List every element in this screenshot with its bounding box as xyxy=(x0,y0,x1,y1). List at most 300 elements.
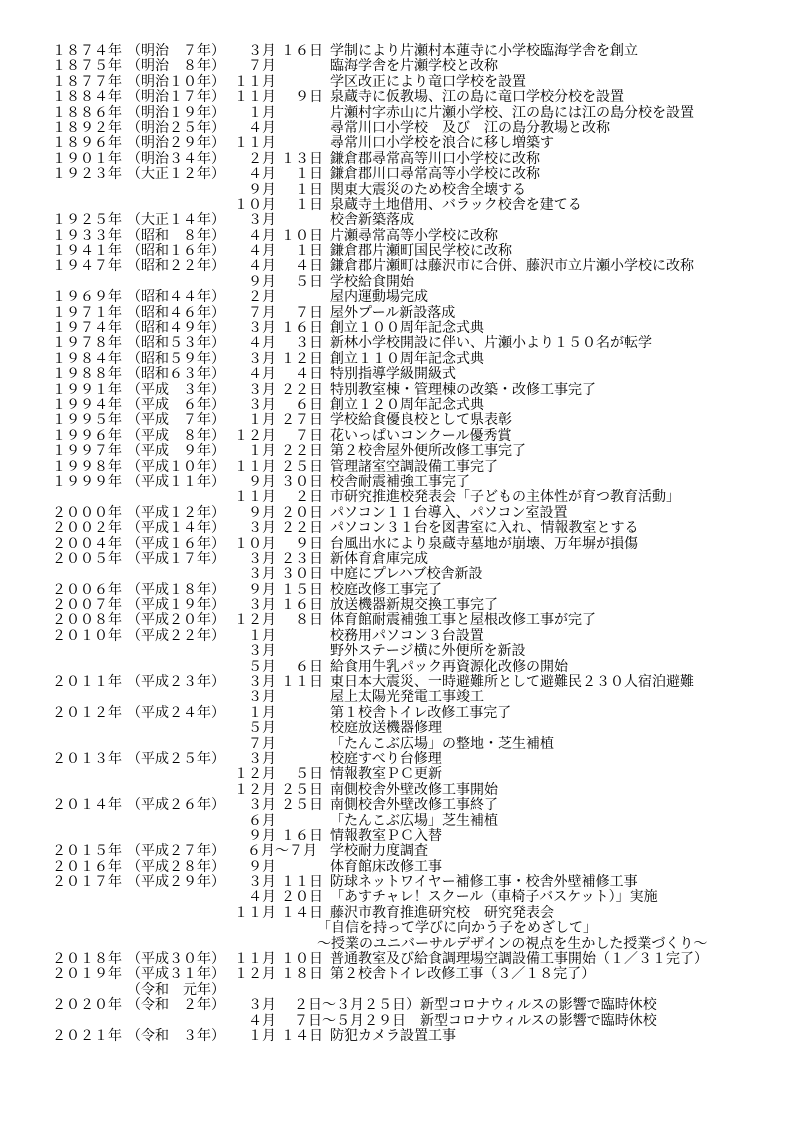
timeline-row xyxy=(0,967,794,982)
day-cell: ３日 xyxy=(295,335,323,352)
month-cell: １１月 xyxy=(234,904,276,921)
day-cell: ２７日 xyxy=(281,412,323,429)
event-text: 鎌倉郡片瀬町国民学校に改称 xyxy=(330,243,512,260)
timeline-row xyxy=(0,890,794,905)
month-cell: １月 xyxy=(248,627,276,644)
timeline-row xyxy=(0,660,794,675)
month-cell: ３月 xyxy=(248,550,276,567)
timeline-row xyxy=(0,783,794,798)
event-text: 新型コロナウィルスの影響で臨時休校 xyxy=(406,1012,657,1029)
event-text: パソコン３１台を図書室に入れ、情報教室とする xyxy=(330,520,639,537)
month-cell: ３月 xyxy=(248,597,276,614)
year-cell: １８９２年 xyxy=(52,119,122,136)
year-cell: ２０２０年 xyxy=(52,997,122,1014)
era-cell: （昭和４４年） xyxy=(127,289,225,306)
era-cell: （平成１２年） xyxy=(127,504,225,521)
date-range: ７日～５月２９日 xyxy=(294,1012,406,1029)
month-cell: ５月 xyxy=(248,720,276,737)
year-cell: ２０１６年 xyxy=(52,858,122,875)
day-cell: ２日 xyxy=(295,489,323,506)
month-cell: ５月 xyxy=(248,658,276,675)
month-cell: １２月 xyxy=(234,766,276,783)
month-cell: ３月 xyxy=(248,320,276,337)
event-text: 第２校舎屋外便所改修工事完了 xyxy=(330,443,526,460)
day-cell: ９日 xyxy=(295,89,323,106)
month-cell: ９月 xyxy=(248,858,276,875)
event-text: 屋内運動場完成 xyxy=(330,289,428,306)
timeline-row xyxy=(0,152,794,167)
month-cell: １１月 xyxy=(234,73,276,90)
month-cell: １２月 xyxy=(234,427,276,444)
era-cell: （平成３１年） xyxy=(127,966,225,983)
year-cell: １９９７年 xyxy=(52,443,122,460)
timeline-row xyxy=(0,537,794,552)
era-cell: （平成 ３年） xyxy=(127,381,225,398)
year-cell: １９２３年 xyxy=(52,166,122,183)
year-cell: １９９９年 xyxy=(52,473,122,490)
event-text: 藤沢市教育推進研究校 研究発表会 xyxy=(330,904,554,921)
era-cell: （昭和２２年） xyxy=(127,258,225,275)
day-cell: ２０日 xyxy=(281,889,323,906)
timeline-row xyxy=(0,290,794,305)
era-cell: （平成２４年） xyxy=(127,704,225,721)
event-text: 泉蔵寺に仮教場、江の島に竜口学校分校を設置 xyxy=(330,89,624,106)
era-cell: （平成１９年） xyxy=(127,597,225,614)
year-cell: ２００４年 xyxy=(52,535,122,552)
month-cell: ７月 xyxy=(248,304,276,321)
era-cell: （明治１７年） xyxy=(127,89,225,106)
month-cell: １１月 xyxy=(234,89,276,106)
day-cell: ２０日 xyxy=(281,504,323,521)
day-cell: ５日 xyxy=(295,766,323,783)
event-text: 体育館耐震補強工事と屋根改修工事が完了 xyxy=(330,612,596,629)
timeline-row xyxy=(0,106,794,121)
timeline-row xyxy=(0,860,794,875)
timeline-row xyxy=(0,937,794,952)
day-cell: ４日 xyxy=(295,366,323,383)
day-cell: ６日 xyxy=(295,396,323,413)
timeline-row xyxy=(0,921,794,936)
event-text: 尋常川口小学校 及び 江の島分教場と改称 xyxy=(330,119,610,136)
day-cell: １３日 xyxy=(281,150,323,167)
event-text: パソコン１１台導入、パソコン室設置 xyxy=(330,504,568,521)
month-cell: １１月 xyxy=(234,135,276,152)
month-cell: ３月 xyxy=(248,566,276,583)
day-cell: １０日 xyxy=(281,951,323,968)
event-text: 防球ネットワイヤー補修工事・校舎外壁補修工事 xyxy=(330,874,638,891)
day-cell: １２日 xyxy=(281,350,323,367)
timeline-row xyxy=(0,460,794,475)
era-cell: （平成２５年） xyxy=(127,750,225,767)
timeline-row xyxy=(0,429,794,444)
month-cell: ３月 xyxy=(248,997,276,1014)
month-cell: ４月 xyxy=(248,258,276,275)
month-cell: ３月 xyxy=(248,212,276,229)
event-text: 学制により片瀬村本蓮寺に小学校臨海学舎を創立 xyxy=(330,43,638,59)
era-cell: （昭和１６年） xyxy=(127,243,225,260)
year-cell: ２０００年 xyxy=(52,504,122,521)
year-cell: ２００７年 xyxy=(52,597,122,614)
event-text: 鎌倉郡片瀬町は藤沢市に合併、藤沢市立片瀬小学校に改称 xyxy=(330,258,694,275)
day-cell: ２３日 xyxy=(281,550,323,567)
day-cell: １６日 xyxy=(281,597,323,614)
month-cell: ３月 xyxy=(248,674,276,691)
month-cell: ９月 xyxy=(248,181,276,198)
event-text: 校舎新築落成 xyxy=(330,212,414,229)
day-cell: ８日 xyxy=(295,612,323,629)
day-cell: ２２日 xyxy=(281,443,323,460)
year-cell: １９９６年 xyxy=(52,427,122,444)
month-cell: ３月 xyxy=(248,643,276,660)
timeline-row xyxy=(0,644,794,659)
event-text: 「たんこぶ広場」の整地・芝生補植 xyxy=(330,735,554,752)
event-text: 創立１１０周年記念式典 xyxy=(330,350,484,367)
era-cell: （平成 ７年） xyxy=(127,412,225,429)
timeline-row xyxy=(0,567,794,582)
month-cell: ２月 xyxy=(248,289,276,306)
timeline-row xyxy=(0,352,794,367)
event-text: 南側校舎外壁改修工事終了 xyxy=(330,797,498,814)
year-cell: １９７８年 xyxy=(52,335,122,352)
day-cell: ７日 xyxy=(295,427,323,444)
day-cell: １４日 xyxy=(281,1028,323,1044)
month-cell: １月 xyxy=(248,1028,276,1044)
timeline-row xyxy=(0,998,794,1013)
day-cell: ９日 xyxy=(295,535,323,552)
year-cell: １８９６年 xyxy=(52,135,122,152)
month-cell: ３月 xyxy=(248,750,276,767)
year-cell: ２０１８年 xyxy=(52,951,122,968)
era-cell: （令和 元年） xyxy=(127,981,225,998)
era-cell: （平成２３年） xyxy=(127,674,225,691)
year-cell: １９２５年 xyxy=(52,212,122,229)
day-cell: １日 xyxy=(295,243,323,260)
month-cell: ４月 xyxy=(248,889,276,906)
timeline-row xyxy=(0,829,794,844)
era-cell: （平成３０年） xyxy=(127,951,225,968)
year-cell: ２００５年 xyxy=(52,550,122,567)
timeline-row xyxy=(0,629,794,644)
continuation-text: 「自信を持って学びに向かう子をめざして」 xyxy=(317,920,597,937)
era-cell: （昭和４６年） xyxy=(127,304,225,321)
month-cell: ４月 xyxy=(248,243,276,260)
era-cell: （昭和４９年） xyxy=(127,320,225,337)
event-text: 関東大震災のため校舎全壊する xyxy=(330,181,526,198)
timeline-row xyxy=(0,721,794,736)
year-cell: １８８４年 xyxy=(52,89,122,106)
day-cell: ２５日 xyxy=(281,781,323,798)
year-cell: １９７１年 xyxy=(52,304,122,321)
month-cell: ３月 xyxy=(248,350,276,367)
day-cell: １１日 xyxy=(281,874,323,891)
timeline-row xyxy=(0,167,794,182)
era-cell: （令和 ３年） xyxy=(127,1028,225,1044)
era-cell: （平成１１年） xyxy=(127,473,225,490)
year-cell: ２０１０年 xyxy=(52,627,122,644)
era-cell: （昭和 ８年） xyxy=(127,227,225,244)
date-range-line xyxy=(294,998,657,1013)
month-cell: ４月 xyxy=(248,366,276,383)
timeline-row xyxy=(0,198,794,213)
year-cell: １９４１年 xyxy=(52,243,122,260)
month-cell: ９月 xyxy=(248,504,276,521)
day-cell: ３０日 xyxy=(281,566,323,583)
day-cell: １６日 xyxy=(281,827,323,844)
timeline-row xyxy=(0,706,794,721)
event-text: 創立１２０周年記念式典 xyxy=(330,396,484,413)
era-cell: （明治１９年） xyxy=(127,104,225,121)
timeline-row xyxy=(0,259,794,274)
year-cell: １８７４年 xyxy=(52,43,122,59)
timeline-row xyxy=(0,383,794,398)
day-cell: １１日 xyxy=(281,674,323,691)
event-text: 泉蔵寺土地借用、バラック校舎を建てる xyxy=(330,196,582,213)
year-cell: ２００２年 xyxy=(52,520,122,537)
event-text: 学校耐力度調査 xyxy=(330,843,428,860)
era-cell: （明治３４年） xyxy=(127,150,225,167)
event-text: 創立１００周年記念式典 xyxy=(330,320,484,337)
timeline-row xyxy=(0,183,794,198)
event-text: 「あすチャレ！スクール（車椅子バスケット）」実施 xyxy=(330,889,658,906)
day-cell: １６日 xyxy=(281,320,323,337)
continuation-text: ～授業のユニバーサルデザインの視点を生かした授業づくり～ xyxy=(317,935,708,952)
day-cell: １８日 xyxy=(281,966,323,983)
day-cell: ２５日 xyxy=(281,797,323,814)
event-text: 管理諸室空調設備工事完了 xyxy=(330,458,498,475)
era-cell: （平成２８年） xyxy=(127,858,225,875)
year-cell: １８７５年 xyxy=(52,58,122,75)
era-cell: （明治 ７年） xyxy=(127,43,225,59)
era-cell: （明治２９年） xyxy=(127,135,225,152)
year-cell: ２００６年 xyxy=(52,581,122,598)
year-cell: ２００８年 xyxy=(52,612,122,629)
year-cell: １９４７年 xyxy=(52,258,122,275)
timeline-row xyxy=(0,690,794,705)
event-text: 学区改正により竜口学校を設置 xyxy=(330,73,526,90)
era-cell: （平成１４年） xyxy=(127,520,225,537)
timeline-row xyxy=(0,1014,794,1029)
event-text: 特別教室棟・管理棟の改築・改修工事完了 xyxy=(330,381,596,398)
month-cell: ４月 xyxy=(248,335,276,352)
month-cell: １２月 xyxy=(234,612,276,629)
event-text: 学校給食優良校として県表彰 xyxy=(330,412,512,429)
era-cell: （昭和５９年） xyxy=(127,350,225,367)
day-cell: １日 xyxy=(295,196,323,213)
month-cell: １１月 xyxy=(234,489,276,506)
era-cell: （平成 ８年） xyxy=(127,427,225,444)
event-text: 南側校舎外壁改修工事開始 xyxy=(330,781,498,798)
timeline-row xyxy=(0,814,794,829)
event-text: 鎌倉郡尋常高等川口小学校に改称 xyxy=(330,150,540,167)
event-text: 情報教室ＰＣ入替 xyxy=(330,827,442,844)
year-cell: ２０２１年 xyxy=(52,1028,122,1044)
day-cell: ４日 xyxy=(295,258,323,275)
era-cell: （明治２５年） xyxy=(127,119,225,136)
event-text: 東日本大震災、一時避難所として避難民２３０人宿泊避難 xyxy=(330,674,694,691)
event-text: 校舎耐震補強工事完了 xyxy=(330,473,470,490)
event-text: 尋常川口小学校を浪合に移し増築す xyxy=(330,135,554,152)
event-text: 新林小学校開設に伴い、片瀬小より１５０名が転学 xyxy=(330,335,652,352)
day-cell: １０日 xyxy=(281,227,323,244)
month-cell: ９月 xyxy=(248,473,276,490)
month-cell: ３月 xyxy=(248,43,276,59)
date-range-line xyxy=(294,1014,657,1029)
month-cell: １月 xyxy=(248,412,276,429)
era-cell: （平成２０年） xyxy=(127,612,225,629)
timeline-row xyxy=(0,306,794,321)
event-text: 防犯カメラ設置工事 xyxy=(330,1028,456,1044)
month-cell: ３月 xyxy=(248,689,276,706)
event-text: 新体育倉庫完成 xyxy=(330,550,428,567)
day-cell: １日 xyxy=(295,181,323,198)
era-cell: （令和 ２年） xyxy=(127,997,225,1014)
year-cell: ２０１９年 xyxy=(52,966,122,983)
month-cell: ９月 xyxy=(248,581,276,598)
day-cell: ２５日 xyxy=(281,458,323,475)
event-text: 校庭改修工事完了 xyxy=(330,581,442,598)
era-cell: （平成１８年） xyxy=(127,581,225,598)
event-text: 鎌倉郡川口尋常高等小学校に改称 xyxy=(330,166,540,183)
month-cell: ９月 xyxy=(248,827,276,844)
era-cell: （昭和５３年） xyxy=(127,335,225,352)
event-text: 普通教室及び給食調理場空調設備工事開始（１／３１完了） xyxy=(330,951,708,968)
year-cell: １９９８年 xyxy=(52,458,122,475)
day-cell: １５日 xyxy=(281,581,323,598)
month-cell: ３月 xyxy=(248,396,276,413)
month-cell: １２月 xyxy=(234,781,276,798)
event-text: 「たんこぶ広場」芝生補植 xyxy=(330,812,498,829)
era-cell: （明治１０年） xyxy=(127,73,225,90)
month-cell: １月 xyxy=(248,443,276,460)
event-text: 体育館床改修工事 xyxy=(330,858,442,875)
era-cell: （平成 ９年） xyxy=(127,443,225,460)
event-text: 花いっぱいコンクール優秀賞 xyxy=(330,427,512,444)
timeline-row xyxy=(0,275,794,290)
timeline-row xyxy=(0,844,794,859)
month-cell: １２月 xyxy=(234,966,276,983)
year-cell: １９３３年 xyxy=(52,227,122,244)
event-text: 放送機器新規交換工事完了 xyxy=(330,597,498,614)
day-cell: １４日 xyxy=(281,904,323,921)
era-cell: （平成２６年） xyxy=(127,797,225,814)
month-cell: ４月 xyxy=(248,227,276,244)
event-text: 片瀬尋常高等小学校に改称 xyxy=(330,227,498,244)
event-text: 学校給食開始 xyxy=(330,273,414,290)
timeline-row xyxy=(0,521,794,536)
year-cell: ２０１３年 xyxy=(52,750,122,767)
event-text: 新型コロナウィルスの影響で臨時休校 xyxy=(420,997,657,1014)
era-cell: （平成１６年） xyxy=(127,535,225,552)
event-text: 特別指導学級開級式 xyxy=(330,366,456,383)
event-text: 市研究推進校発表会「子どもの主体性が育つ教育活動」 xyxy=(330,489,680,506)
month-cell: ７月 xyxy=(248,58,276,75)
event-text: 校庭すべり台修理 xyxy=(330,750,442,767)
month-cell: １０月 xyxy=(234,196,276,213)
month-cell: ４月 xyxy=(248,166,276,183)
month-cell: ４月 xyxy=(248,1012,276,1029)
event-text: 屋上太陽光発電工事竣工 xyxy=(330,689,484,706)
date-range: ２日～３月２５日） xyxy=(294,997,420,1014)
year-cell: １９９５年 xyxy=(52,412,122,429)
day-cell: １６日 xyxy=(281,43,323,59)
month-cell: ３月 xyxy=(248,520,276,537)
month-cell: ４月 xyxy=(248,119,276,136)
month-cell: １１月 xyxy=(234,458,276,475)
timeline-row xyxy=(0,59,794,74)
timeline-row xyxy=(0,583,794,598)
timeline-row xyxy=(0,767,794,782)
era-cell: （明治 ８年） xyxy=(127,58,225,75)
year-cell: ２０１７年 xyxy=(52,874,122,891)
history-timeline xyxy=(0,44,794,1044)
day-cell: ３０日 xyxy=(281,473,323,490)
month-cell: ９月 xyxy=(248,273,276,290)
era-cell: （昭和６３年） xyxy=(127,366,225,383)
event-text: 校務用パソコン３台設置 xyxy=(330,627,484,644)
month-cell: ２月 xyxy=(248,150,276,167)
year-cell: １８７７年 xyxy=(52,73,122,90)
timeline-row xyxy=(0,737,794,752)
era-cell: （大正１４年） xyxy=(127,212,225,229)
event-text: 第１校舎トイレ改修工事完了 xyxy=(330,704,512,721)
month-cell: ３月 xyxy=(248,797,276,814)
month-cell: ３月 xyxy=(248,874,276,891)
day-cell: １日 xyxy=(295,166,323,183)
year-cell: １９９４年 xyxy=(52,396,122,413)
timeline-row xyxy=(0,506,794,521)
year-cell: ２０１４年 xyxy=(52,797,122,814)
month-cell: ６月 xyxy=(248,812,276,829)
timeline-row xyxy=(0,613,794,628)
timeline-row xyxy=(0,490,794,505)
year-cell: １９０１年 xyxy=(52,150,122,167)
era-cell: （平成１０年） xyxy=(127,458,225,475)
month-cell: １０月 xyxy=(234,535,276,552)
era-cell: （大正１２年） xyxy=(127,166,225,183)
timeline-row xyxy=(0,90,794,105)
year-cell: ２０１１年 xyxy=(52,674,122,691)
event-text: 中庭にプレハブ校舎新設 xyxy=(330,566,483,583)
event-text: 台風出水により泉蔵寺墓地が崩壊、万年塀が損傷 xyxy=(330,535,638,552)
year-cell: １９８４年 xyxy=(52,350,122,367)
timeline-row xyxy=(0,367,794,382)
event-text: 給食用牛乳パック再資源化改修の開始 xyxy=(330,658,568,675)
timeline-row xyxy=(0,75,794,90)
month-cell: １月 xyxy=(248,104,276,121)
year-cell: １９６９年 xyxy=(52,289,122,306)
day-cell: ６日 xyxy=(295,658,323,675)
month-cell: ６月～７月 xyxy=(247,843,317,860)
event-text: 野外ステージ横に外便所を新設 xyxy=(330,643,526,660)
timeline-row xyxy=(0,229,794,244)
timeline-row xyxy=(0,983,794,998)
month-cell: １１月 xyxy=(234,951,276,968)
year-cell: ２０１２年 xyxy=(52,704,122,721)
year-cell: １９９１年 xyxy=(52,381,122,398)
timeline-row xyxy=(0,444,794,459)
timeline-row xyxy=(0,1029,794,1044)
day-cell: ２２日 xyxy=(281,520,323,537)
era-cell: （平成２７年） xyxy=(127,843,225,860)
month-cell: ７月 xyxy=(248,735,276,752)
timeline-row xyxy=(0,213,794,228)
timeline-row xyxy=(0,413,794,428)
era-cell: （平成 ６年） xyxy=(127,396,225,413)
day-cell: ７日 xyxy=(295,304,323,321)
timeline-row xyxy=(0,552,794,567)
year-cell: ２０１５年 xyxy=(52,843,122,860)
event-text: 臨海学舎を片瀬学校と改称 xyxy=(330,58,498,75)
